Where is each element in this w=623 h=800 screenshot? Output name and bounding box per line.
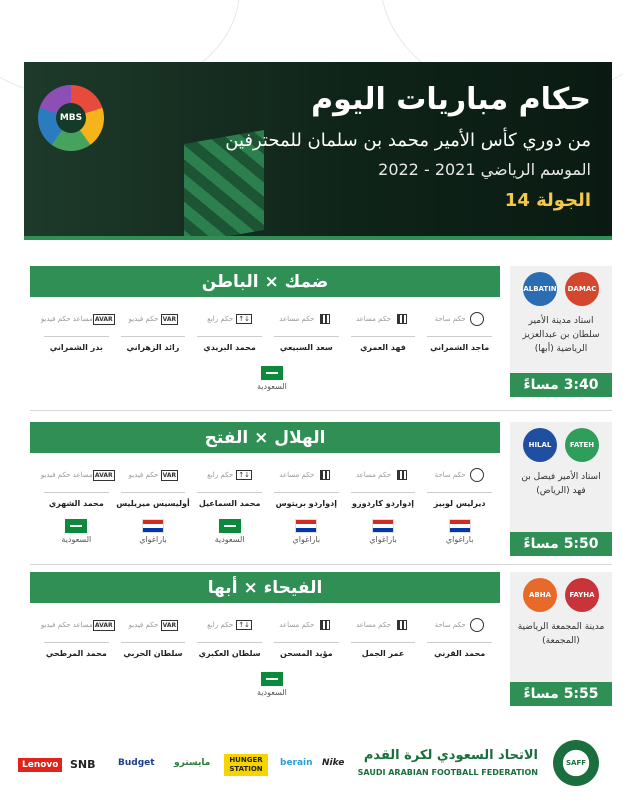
- paraguay-flag-icon: [372, 519, 394, 533]
- referee-name: أوليسيس ميريليس: [116, 499, 190, 508]
- team-logo: ABHA: [523, 578, 557, 612]
- substitution-board-icon: ↑↓: [238, 621, 251, 629]
- referee-fourth: [191, 612, 268, 661]
- venue-name: مدينة المجمعة الرياضية (المجمعة): [517, 622, 605, 646]
- var-icon: VAR: [162, 471, 177, 479]
- referee-assistant: [345, 306, 422, 355]
- role-label: حكم فيديو: [128, 470, 159, 479]
- referee-name: محمد المرطحي: [45, 649, 107, 658]
- referee-name: إدواردو كاردوزو: [352, 499, 414, 508]
- referee-name: محمد القرني: [434, 649, 486, 658]
- match-title: الهلال × الفتح: [30, 422, 500, 453]
- role-label: حكم فيديو: [128, 620, 159, 629]
- avar-icon: AVAR: [94, 621, 113, 629]
- paraguay-flag-icon: [449, 519, 471, 533]
- referee-name: سلطان العكبري: [198, 649, 261, 658]
- referee-avar: [38, 306, 115, 355]
- referee-icon: [470, 618, 484, 632]
- sponsor-logo-nike: Nike: [322, 758, 345, 768]
- role-label: حكم ساحة: [434, 314, 466, 323]
- venue-panel: [510, 572, 612, 706]
- role-label: مساعد حكم فيديو: [40, 620, 93, 629]
- referee-name: سلطان الحربي: [123, 649, 183, 658]
- nationality: [345, 519, 422, 544]
- referee-assistant: [268, 306, 345, 355]
- role-label: حكم مساعد: [355, 620, 392, 629]
- role-label: حكم مساعد: [355, 314, 392, 323]
- venue-name: استاد مدينة الأمير سلطان بن عبدالعزيز الرياضية (أبها): [522, 316, 600, 354]
- referee-name: إدواردو بريتوس: [275, 499, 337, 508]
- match-card: [30, 422, 610, 556]
- league-logo: [38, 85, 104, 151]
- match-time: 3:40 مساءً: [510, 373, 612, 397]
- referee-name: محمد السماعيل: [198, 499, 261, 508]
- var-icon: VAR: [162, 315, 177, 323]
- league-name: من دوري كأس الأمير محمد بن سلمان للمحترفين: [225, 130, 591, 151]
- referee-icon: [470, 468, 484, 482]
- referee-var: [115, 306, 192, 355]
- role-label: مساعد حكم فيديو: [40, 314, 93, 323]
- nationality-label: باراغواي: [292, 535, 321, 544]
- role-label: حكم مساعد: [279, 620, 315, 629]
- referee-name: بدر الشمراني: [49, 343, 103, 352]
- flag-icon: [397, 314, 407, 324]
- team-logo: DAMAC: [565, 272, 599, 306]
- avar-icon: AVAR: [94, 315, 113, 323]
- venue-name: استاد الأمير فيصل بن فهد (الرياض): [521, 472, 601, 496]
- referee-assistant: [268, 462, 345, 544]
- referee-list: [38, 462, 498, 544]
- team-logo: HILAL: [523, 428, 557, 462]
- referee-name: محمد الشهري: [48, 499, 104, 508]
- sponsor-logo-maestro: مايسترو: [174, 758, 211, 768]
- referee-list: [38, 306, 498, 355]
- nationality-label: السعودية: [214, 535, 245, 544]
- role-label: حكم ساحة: [434, 470, 466, 479]
- substitution-board-icon: ↑↓: [238, 471, 251, 479]
- referee-field: [421, 462, 498, 544]
- referee-name: سعد السبيعي: [279, 343, 333, 352]
- team-logo: ALBATIN: [523, 272, 557, 306]
- referee-assistant: [268, 612, 345, 661]
- venue-panel: [510, 422, 612, 556]
- match-title: الفيحاء × أبها: [30, 572, 500, 603]
- referee-var: [115, 462, 192, 544]
- referee-assistant: [345, 612, 422, 661]
- league-logo-text: MBS: [56, 103, 86, 133]
- team-logo: FATEH: [565, 428, 599, 462]
- role-label: حكم مساعد: [279, 314, 315, 323]
- flag-icon: [320, 620, 330, 630]
- nationality: [38, 519, 115, 544]
- referee-avar: [38, 462, 115, 544]
- nationality: [268, 519, 345, 544]
- venue-panel: [510, 266, 612, 397]
- referee-field: [421, 612, 498, 661]
- substitution-board-icon: ↑↓: [238, 315, 251, 323]
- saudi-flag-icon: [219, 519, 241, 533]
- flag-icon: [320, 470, 330, 480]
- role-label: حكم ساحة: [434, 620, 466, 629]
- banner-accent: [24, 236, 612, 240]
- flag-icon: [397, 620, 407, 630]
- match-title: ضمك × الباطن: [30, 266, 500, 297]
- var-icon: VAR: [162, 621, 177, 629]
- nationality-label: السعودية: [257, 382, 287, 391]
- avar-icon: AVAR: [94, 471, 113, 479]
- nationality-label: باراغواي: [445, 535, 474, 544]
- nationality-label: السعودية: [61, 535, 92, 544]
- referee-avar: [38, 612, 115, 661]
- sponsor-logo-budget: Budget: [118, 758, 155, 768]
- role-label: حكم مساعد: [279, 470, 315, 479]
- nationality: [115, 519, 192, 544]
- federation-name-english: SAUDI ARABIAN FOOTBALL FEDERATION: [357, 768, 538, 777]
- nationality: [257, 672, 287, 697]
- referee-name: فهد العمري: [360, 343, 406, 352]
- match-time: 5:55 مساءً: [510, 682, 612, 706]
- referee-var: [115, 612, 192, 661]
- referee-name: عمر الجمل: [361, 649, 405, 658]
- referee-icon: [470, 312, 484, 326]
- role-label: حكم رابع: [207, 314, 234, 323]
- saudi-flag-icon: [261, 366, 283, 380]
- nationality-label: باراغواي: [139, 535, 167, 544]
- referee-name: ديرليس لوبيز: [433, 499, 486, 508]
- saff-logo: SAFF: [553, 740, 599, 786]
- nationality: [421, 519, 498, 544]
- nationality-label: باراغواي: [369, 535, 397, 544]
- role-label: مساعد حكم فيديو: [40, 470, 93, 479]
- match-time: 5:50 مساءً: [510, 532, 612, 556]
- round-label: الجولة 14: [504, 190, 591, 211]
- referee-name: ماجد الشمراني: [430, 343, 490, 352]
- nationality-label: السعودية: [257, 688, 287, 697]
- page-title: حكام مباريات اليوم: [311, 82, 591, 117]
- referee-name: محمد البريدي: [203, 343, 256, 352]
- role-label: حكم فيديو: [128, 314, 159, 323]
- referee-fourth: [191, 462, 268, 544]
- referee-fourth: [191, 306, 268, 355]
- flag-icon: [320, 314, 330, 324]
- sponsor-logo-snb: SNB: [70, 758, 96, 771]
- sponsor-logo-hungerstation: HUNGER STATION: [224, 754, 268, 776]
- role-label: حكم رابع: [207, 470, 234, 479]
- referee-list: [38, 612, 498, 661]
- divider: [30, 564, 612, 565]
- referee-assistant: [345, 462, 422, 544]
- team-logo: FAYHA: [565, 578, 599, 612]
- referee-field: [421, 306, 498, 355]
- sponsor-logo-lenovo: Lenovo: [18, 758, 62, 772]
- paraguay-flag-icon: [142, 519, 164, 533]
- match-card: [30, 266, 610, 397]
- season-label: الموسم الرياضي 2021 - 2022: [378, 160, 591, 179]
- flag-icon: [397, 470, 407, 480]
- referee-name: رائد الزهراني: [126, 343, 180, 352]
- role-label: حكم مساعد: [355, 470, 392, 479]
- federation-name-arabic: الاتحاد السعودي لكرة القدم: [363, 748, 538, 763]
- nationality: [191, 519, 268, 544]
- saudi-flag-icon: [261, 672, 283, 686]
- paraguay-flag-icon: [295, 519, 317, 533]
- match-card: [30, 572, 610, 706]
- saudi-flag-icon: [65, 519, 87, 533]
- footer: [0, 740, 623, 800]
- sponsor-logo-berain: berain: [280, 758, 313, 768]
- nationality: [257, 366, 287, 391]
- referee-name: مؤيد المسحن: [280, 649, 333, 658]
- role-label: حكم رابع: [207, 620, 234, 629]
- divider: [30, 410, 612, 411]
